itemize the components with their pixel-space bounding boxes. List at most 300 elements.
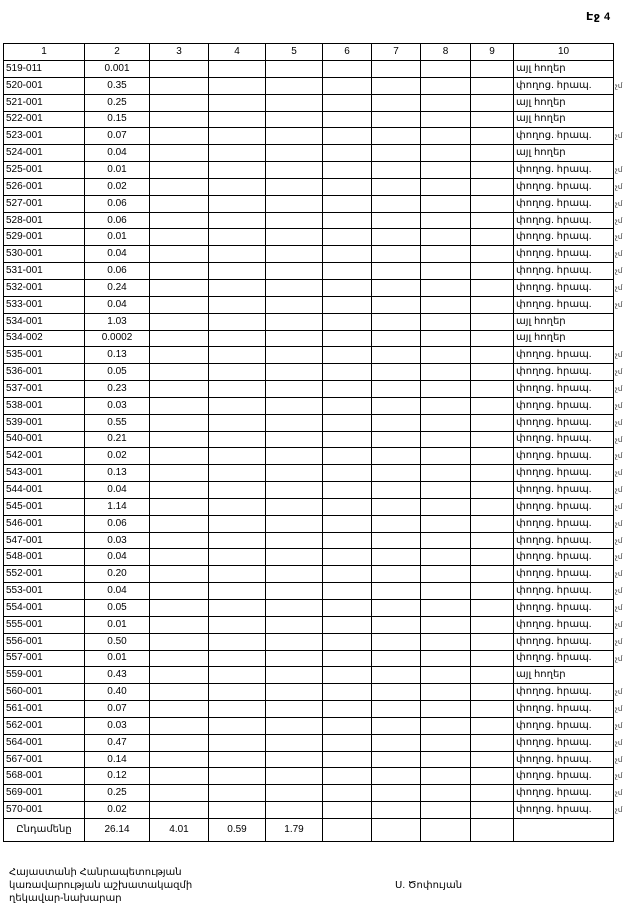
land-type-cell: [514, 498, 623, 515]
land-type-cell: [514, 717, 623, 734]
org-line: կառավարության աշխատակազմի: [9, 880, 193, 891]
parcel-code-cell: 523-001: [4, 128, 85, 145]
area-cell: 0.04: [85, 246, 150, 263]
empty-cell: [150, 751, 209, 768]
empty-cell: [372, 515, 421, 532]
empty-cell: [421, 145, 471, 162]
empty-cell: [150, 667, 209, 684]
empty-cell: [372, 279, 421, 296]
empty-cell: [323, 61, 372, 78]
empty-cell: [323, 465, 372, 482]
empty-cell: [421, 212, 471, 229]
empty-cell: [209, 61, 266, 78]
header-row: [4, 44, 614, 61]
table-row: [4, 178, 614, 195]
area-cell: 0.01: [85, 650, 150, 667]
table-row: [4, 364, 614, 381]
column-header: 5: [266, 44, 323, 61]
land-type-text: փողոց. հրապ.: [516, 79, 592, 91]
margin-mark: չմ: [615, 133, 623, 141]
area-cell: 0.06: [85, 263, 150, 280]
table-row: [4, 616, 614, 633]
empty-cell: [471, 498, 514, 515]
empty-cell: [421, 734, 471, 751]
empty-cell: [471, 616, 514, 633]
land-type-cell: [514, 566, 623, 583]
empty-cell: [421, 414, 471, 431]
land-type-text: փողոց. հրապ.: [516, 719, 592, 731]
table-row: [4, 229, 614, 246]
empty-cell: [150, 212, 209, 229]
total-label: Ընդամենը: [4, 818, 85, 841]
empty-cell: [471, 296, 514, 313]
empty-cell: [421, 465, 471, 482]
land-type-text: փողոց. հրապ.: [516, 702, 592, 714]
empty-cell: [323, 717, 372, 734]
parcel-code-cell: 559-001: [4, 667, 85, 684]
empty-cell: [266, 94, 323, 111]
land-type-cell: [514, 229, 623, 246]
parcel-code-cell: 554-001: [4, 600, 85, 617]
land-type-cell: [514, 650, 623, 667]
empty-cell: [150, 802, 209, 819]
empty-cell: [150, 633, 209, 650]
area-cell: 0.03: [85, 717, 150, 734]
table-row: [4, 532, 614, 549]
land-type-text: փողոց. հրապ.: [516, 349, 592, 361]
land-type-cell: [514, 195, 623, 212]
margin-mark: չմ: [615, 739, 623, 747]
land-type-cell: [514, 178, 623, 195]
parcel-code-cell: 548-001: [4, 549, 85, 566]
empty-cell: [150, 145, 209, 162]
empty-cell: [323, 633, 372, 650]
table-row: [4, 313, 614, 330]
empty-cell: [209, 397, 266, 414]
margin-mark: չմ: [615, 470, 623, 478]
empty-cell: [421, 431, 471, 448]
empty-cell: [421, 448, 471, 465]
area-cell: 0.06: [85, 195, 150, 212]
empty-cell: [471, 414, 514, 431]
area-cell: 0.24: [85, 279, 150, 296]
table-row: [4, 145, 614, 162]
area-cell: 0.01: [85, 229, 150, 246]
empty-cell: [266, 616, 323, 633]
empty-cell: [209, 465, 266, 482]
empty-cell: [150, 583, 209, 600]
land-type-cell: [514, 802, 623, 819]
empty-cell: [150, 229, 209, 246]
margin-mark: չմ: [615, 386, 623, 394]
empty-cell: [323, 229, 372, 246]
land-type-text: փողոց. հրապ.: [516, 450, 592, 462]
empty-cell: [323, 195, 372, 212]
parcel-code-cell: 534-002: [4, 330, 85, 347]
table-row: [4, 296, 614, 313]
land-type-cell: [514, 330, 614, 347]
empty-cell: [323, 701, 372, 718]
empty-cell: [150, 61, 209, 78]
empty-cell: [266, 145, 323, 162]
empty-cell: [421, 600, 471, 617]
empty-cell: [372, 684, 421, 701]
empty-cell: [266, 381, 323, 398]
empty-cell: [150, 482, 209, 499]
total-value: 1.79: [266, 818, 323, 841]
total-value: [471, 818, 514, 841]
empty-cell: [150, 701, 209, 718]
table-row: [4, 431, 614, 448]
land-type-cell: [514, 515, 623, 532]
empty-cell: [209, 684, 266, 701]
empty-cell: [266, 650, 323, 667]
empty-cell: [209, 633, 266, 650]
empty-cell: [471, 600, 514, 617]
empty-cell: [471, 482, 514, 499]
parcel-code-cell: 568-001: [4, 768, 85, 785]
org-line: ղեկավար-նախարար: [9, 893, 122, 904]
empty-cell: [421, 162, 471, 179]
empty-cell: [323, 128, 372, 145]
area-cell: 0.23: [85, 381, 150, 398]
empty-cell: [372, 229, 421, 246]
empty-cell: [150, 364, 209, 381]
empty-cell: [471, 701, 514, 718]
empty-cell: [471, 717, 514, 734]
margin-mark: չմ: [615, 436, 623, 444]
land-type-text: փողոց. հրապ.: [516, 635, 592, 647]
empty-cell: [471, 532, 514, 549]
empty-cell: [471, 431, 514, 448]
parcel-code-cell: 520-001: [4, 77, 85, 94]
area-cell: 0.01: [85, 616, 150, 633]
empty-cell: [421, 111, 471, 128]
empty-cell: [471, 650, 514, 667]
land-type-text: այլ հողեր: [516, 147, 566, 159]
empty-cell: [150, 650, 209, 667]
parcel-code-cell: 567-001: [4, 751, 85, 768]
empty-cell: [471, 94, 514, 111]
parcel-code-cell: 521-001: [4, 94, 85, 111]
empty-cell: [372, 701, 421, 718]
empty-cell: [372, 785, 421, 802]
table-row: [4, 785, 614, 802]
empty-cell: [421, 178, 471, 195]
land-type-text: փողոց. հրապ.: [516, 248, 592, 260]
table-row: [4, 162, 614, 179]
empty-cell: [471, 397, 514, 414]
parcel-code-cell: 544-001: [4, 482, 85, 499]
empty-cell: [323, 77, 372, 94]
land-type-cell: [514, 145, 614, 162]
empty-cell: [266, 61, 323, 78]
empty-cell: [266, 364, 323, 381]
empty-cell: [266, 431, 323, 448]
table-row: [4, 482, 614, 499]
empty-cell: [323, 583, 372, 600]
empty-cell: [266, 768, 323, 785]
empty-cell: [266, 785, 323, 802]
land-type-cell: [514, 128, 623, 145]
empty-cell: [471, 77, 514, 94]
empty-cell: [209, 448, 266, 465]
margin-mark: չմ: [615, 773, 623, 781]
land-type-cell: [514, 616, 623, 633]
empty-cell: [209, 498, 266, 515]
margin-mark: չմ: [615, 790, 623, 798]
empty-cell: [372, 347, 421, 364]
total-value: 0.59: [209, 818, 266, 841]
empty-cell: [421, 498, 471, 515]
land-type-cell: [514, 785, 623, 802]
empty-cell: [209, 330, 266, 347]
empty-cell: [372, 734, 421, 751]
area-cell: 0.14: [85, 751, 150, 768]
land-type-text: փողոց. հրապ.: [516, 770, 592, 782]
empty-cell: [209, 482, 266, 499]
empty-cell: [471, 549, 514, 566]
empty-cell: [150, 515, 209, 532]
margin-mark: չմ: [615, 621, 623, 629]
empty-cell: [471, 61, 514, 78]
empty-cell: [323, 145, 372, 162]
empty-cell: [421, 667, 471, 684]
empty-cell: [150, 195, 209, 212]
parcel-code-cell: 556-001: [4, 633, 85, 650]
empty-cell: [209, 785, 266, 802]
empty-cell: [372, 61, 421, 78]
margin-mark: չմ: [615, 453, 623, 461]
empty-cell: [323, 347, 372, 364]
empty-cell: [323, 397, 372, 414]
empty-cell: [421, 296, 471, 313]
table-row: [4, 768, 614, 785]
parcel-code-cell: 542-001: [4, 448, 85, 465]
parcel-code-cell: 552-001: [4, 566, 85, 583]
area-cell: 0.02: [85, 178, 150, 195]
table-row: [4, 549, 614, 566]
empty-cell: [323, 684, 372, 701]
empty-cell: [266, 313, 323, 330]
empty-cell: [372, 616, 421, 633]
margin-mark: չմ: [615, 369, 623, 377]
area-cell: 0.02: [85, 802, 150, 819]
empty-cell: [323, 515, 372, 532]
empty-cell: [471, 684, 514, 701]
empty-cell: [372, 330, 421, 347]
empty-cell: [266, 246, 323, 263]
empty-cell: [471, 364, 514, 381]
parcel-code-cell: 564-001: [4, 734, 85, 751]
land-type-text: փողոց. հրապ.: [516, 130, 592, 142]
empty-cell: [372, 448, 421, 465]
empty-cell: [372, 212, 421, 229]
land-type-cell: [514, 364, 623, 381]
empty-cell: [372, 111, 421, 128]
table-row: [4, 701, 614, 718]
table-row: [4, 583, 614, 600]
empty-cell: [266, 162, 323, 179]
land-type-text: այլ հողեր: [516, 62, 566, 74]
empty-cell: [150, 162, 209, 179]
land-type-cell: [514, 414, 623, 431]
total-value: [372, 818, 421, 841]
margin-mark: չմ: [615, 82, 623, 90]
empty-cell: [421, 128, 471, 145]
empty-cell: [266, 347, 323, 364]
empty-cell: [471, 465, 514, 482]
empty-cell: [150, 397, 209, 414]
table-row: [4, 515, 614, 532]
empty-cell: [150, 128, 209, 145]
empty-cell: [471, 145, 514, 162]
empty-cell: [421, 684, 471, 701]
land-type-text: այլ հողեր: [516, 332, 566, 344]
margin-mark: չմ: [615, 503, 623, 511]
land-type-cell: [514, 583, 623, 600]
land-type-text: փողոց. հրապ.: [516, 298, 592, 310]
empty-cell: [209, 347, 266, 364]
area-cell: 0.07: [85, 701, 150, 718]
empty-cell: [150, 111, 209, 128]
empty-cell: [471, 162, 514, 179]
empty-cell: [209, 128, 266, 145]
empty-cell: [421, 397, 471, 414]
empty-cell: [209, 650, 266, 667]
table-row: [4, 684, 614, 701]
empty-cell: [471, 195, 514, 212]
land-type-text: փողոց. հրապ.: [516, 551, 592, 563]
land-type-cell: [514, 667, 614, 684]
empty-cell: [150, 717, 209, 734]
empty-cell: [323, 178, 372, 195]
area-cell: 0.04: [85, 296, 150, 313]
land-type-text: փողոց. հրապ.: [516, 197, 592, 209]
area-cell: 0.04: [85, 145, 150, 162]
empty-cell: [323, 364, 372, 381]
empty-cell: [323, 616, 372, 633]
empty-cell: [471, 128, 514, 145]
empty-cell: [323, 313, 372, 330]
empty-cell: [421, 802, 471, 819]
area-cell: 0.43: [85, 667, 150, 684]
margin-mark: չմ: [615, 571, 623, 579]
empty-cell: [421, 263, 471, 280]
empty-cell: [372, 162, 421, 179]
empty-cell: [471, 111, 514, 128]
empty-cell: [209, 279, 266, 296]
empty-cell: [209, 263, 266, 280]
land-type-cell: [514, 347, 623, 364]
land-type-text: այլ հողեր: [516, 96, 566, 108]
empty-cell: [209, 751, 266, 768]
area-cell: 0.25: [85, 94, 150, 111]
empty-cell: [150, 498, 209, 515]
land-type-text: փողոց. հրապ.: [516, 281, 592, 293]
column-header: 4: [209, 44, 266, 61]
column-header: 8: [421, 44, 471, 61]
empty-cell: [421, 94, 471, 111]
empty-cell: [266, 195, 323, 212]
empty-cell: [150, 94, 209, 111]
empty-cell: [372, 313, 421, 330]
margin-mark: չմ: [615, 251, 623, 259]
empty-cell: [209, 600, 266, 617]
table-row: [4, 195, 614, 212]
empty-cell: [209, 195, 266, 212]
table-row: [4, 633, 614, 650]
table-row: [4, 246, 614, 263]
table-row: [4, 414, 614, 431]
land-type-cell: [514, 768, 623, 785]
land-type-text: փողոց. հրապ.: [516, 399, 592, 411]
column-header: 1: [4, 44, 85, 61]
column-header: 10: [514, 44, 614, 61]
empty-cell: [323, 667, 372, 684]
land-type-cell: [514, 246, 623, 263]
empty-cell: [209, 296, 266, 313]
area-cell: 0.01: [85, 162, 150, 179]
empty-cell: [421, 701, 471, 718]
empty-cell: [209, 532, 266, 549]
empty-cell: [266, 566, 323, 583]
org-line: Հայաստանի Հանրապետության: [9, 867, 182, 878]
total-value: 26.14: [85, 818, 150, 841]
margin-mark: չմ: [615, 605, 623, 612]
empty-cell: [421, 195, 471, 212]
empty-cell: [266, 600, 323, 617]
parcel-code-cell: 561-001: [4, 701, 85, 718]
empty-cell: [150, 600, 209, 617]
land-type-cell: [514, 77, 623, 94]
empty-cell: [209, 414, 266, 431]
empty-cell: [471, 768, 514, 785]
area-cell: 0.04: [85, 482, 150, 499]
area-cell: 0.06: [85, 212, 150, 229]
land-type-text: փողոց. հրապ.: [516, 601, 592, 613]
empty-cell: [150, 616, 209, 633]
empty-cell: [323, 212, 372, 229]
total-row: [4, 818, 614, 841]
table-row: [4, 448, 614, 465]
empty-cell: [209, 212, 266, 229]
area-cell: 0.47: [85, 734, 150, 751]
parcel-code-cell: 546-001: [4, 515, 85, 532]
empty-cell: [323, 111, 372, 128]
column-header: 2: [85, 44, 150, 61]
column-header: 6: [323, 44, 372, 61]
land-type-text: փողոց. հրապ.: [516, 163, 592, 175]
empty-cell: [471, 246, 514, 263]
empty-cell: [209, 549, 266, 566]
margin-mark: չմ: [615, 554, 623, 562]
table-row: [4, 717, 614, 734]
empty-cell: [209, 515, 266, 532]
empty-cell: [266, 279, 323, 296]
empty-cell: [421, 246, 471, 263]
empty-cell: [471, 279, 514, 296]
empty-cell: [372, 94, 421, 111]
empty-cell: [471, 583, 514, 600]
area-cell: 1.03: [85, 313, 150, 330]
parcel-code-cell: 538-001: [4, 397, 85, 414]
page-number-label: Էջ 4: [586, 11, 611, 23]
margin-mark: չմ: [615, 183, 623, 191]
table-row: [4, 381, 614, 398]
land-type-cell: [514, 162, 623, 179]
table-row: [4, 263, 614, 280]
